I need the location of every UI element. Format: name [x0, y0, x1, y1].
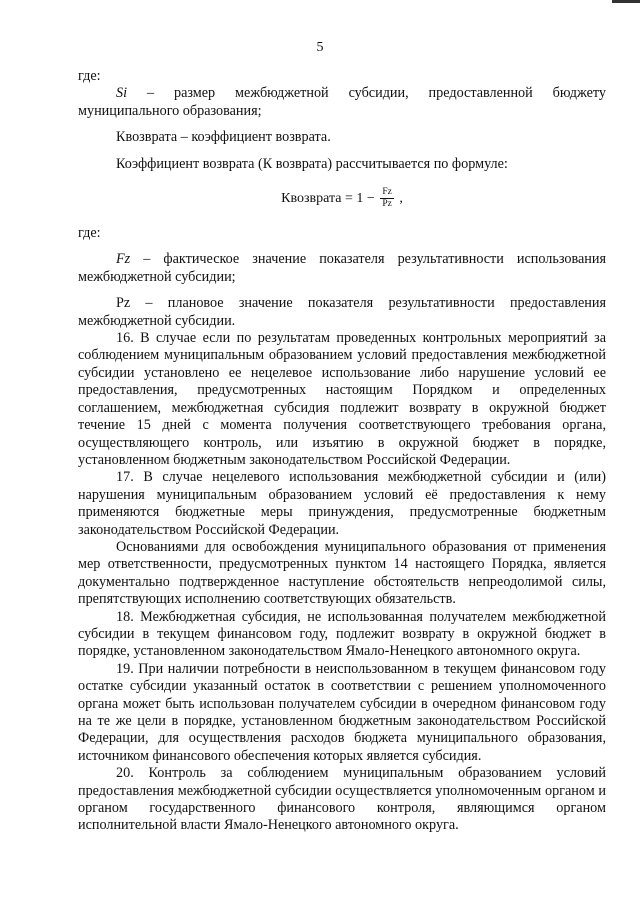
symbol-fz: Fz	[116, 251, 131, 268]
formula-numerator: Fz	[382, 187, 392, 198]
definition-pz: Pz – плановое значение показателя результативности предоставления межбюджетной субсидии.	[78, 295, 606, 329]
paragraph-19: 19. При наличии потребности в неиспользованном в текущем финансовом году остатке субсидии указанный остаток в соответствии с решением уполномоченного органа может быть использован получателем субсидии в очередном финансовом году на те же цели в порядке, установленном бюджетным законодательством Российской Федерации, для осуществления расходов бюджета муниципального образования, источником финансового обеспечения которых является субсидия.	[78, 660, 606, 764]
paragraph-20: 20. Контроль за соблюдением муниципальным образованием условий предоставления межбюджетной субсидии осуществляется уполномоченным органом и органом государственного финансового контроля, являющимся органом исполнительной власти Ямало-Ненецкого автономного округа.	[78, 765, 606, 834]
definition-si-text: – размер межбюджетной субсидии, предоставленной бюджету муниципального образования;	[78, 85, 606, 119]
page-number: 5	[316, 40, 324, 55]
definition-fz	[78, 251, 606, 286]
formula-denominator: Pz	[382, 199, 392, 210]
definition-si	[78, 85, 606, 120]
symbol-si: Si	[116, 85, 128, 102]
scan-edge-mark	[612, 0, 640, 3]
formula	[78, 187, 606, 217]
paragraph-grounds: Основаниями для освобождения муниципального образования от применения мер ответственности, предусмотренных пунктом 14 настоящего Порядка, является документально подтвержденное наступление обстоятельств непреодолимой силы, препятствующих исполнению соответствующих обязательств.	[78, 538, 606, 608]
formula-lhs: Квозврата = 1 −	[281, 190, 375, 206]
definition-kvozvrata: Квозврата – коэффициент возврата.	[116, 129, 331, 146]
paragraph-18: 18. Межбюджетная субсидия, не использованная получателем межбюджетной субсидии в текущем финансовом году, подлежит возврату в окружной бюджет в порядке, установленном законодательством Ямало-Ненецкого автономного округа.	[78, 608, 606, 660]
paragraph-17: 17. В случае нецелевого использования межбюджетной субсидии и (или) нарушения муниципальным образованием условий её предоставления к нему применяются бюджетные меры принуждения, предусмотренные бюджетным законодательством Российской Федерации.	[78, 469, 606, 538]
formula-fraction	[380, 187, 394, 210]
paragraph-16: 16. В случае если по результатам проведенных контрольных мероприятий за соблюдением муниципальным образованием условий предоставления межбюджетной субсидии установлено ее нецелевое использование либо нарушение условий ее предоставления, предусмотренных настоящим Порядком и определенных соглашением, межбюджетная субсидия подлежит возврату в окружной бюджет течение 15 дней с момента получения соответствующего требования органа, осуществляющего контроль, или изъятию в окружной бюджет в порядке, установленном бюджетным законодательством Российской Федерации.	[78, 330, 606, 468]
document-body	[78, 68, 606, 835]
where-label: где:	[78, 68, 101, 84]
formula-comma: ,	[399, 190, 403, 206]
formula-intro: Коэффициент возврата (К возврата) рассчитывается по формуле:	[116, 155, 508, 172]
where-label-2: где:	[78, 225, 101, 242]
definition-fz-text: – фактическое значение показателя результативности использования межбюджетной субсидии;	[78, 251, 606, 285]
